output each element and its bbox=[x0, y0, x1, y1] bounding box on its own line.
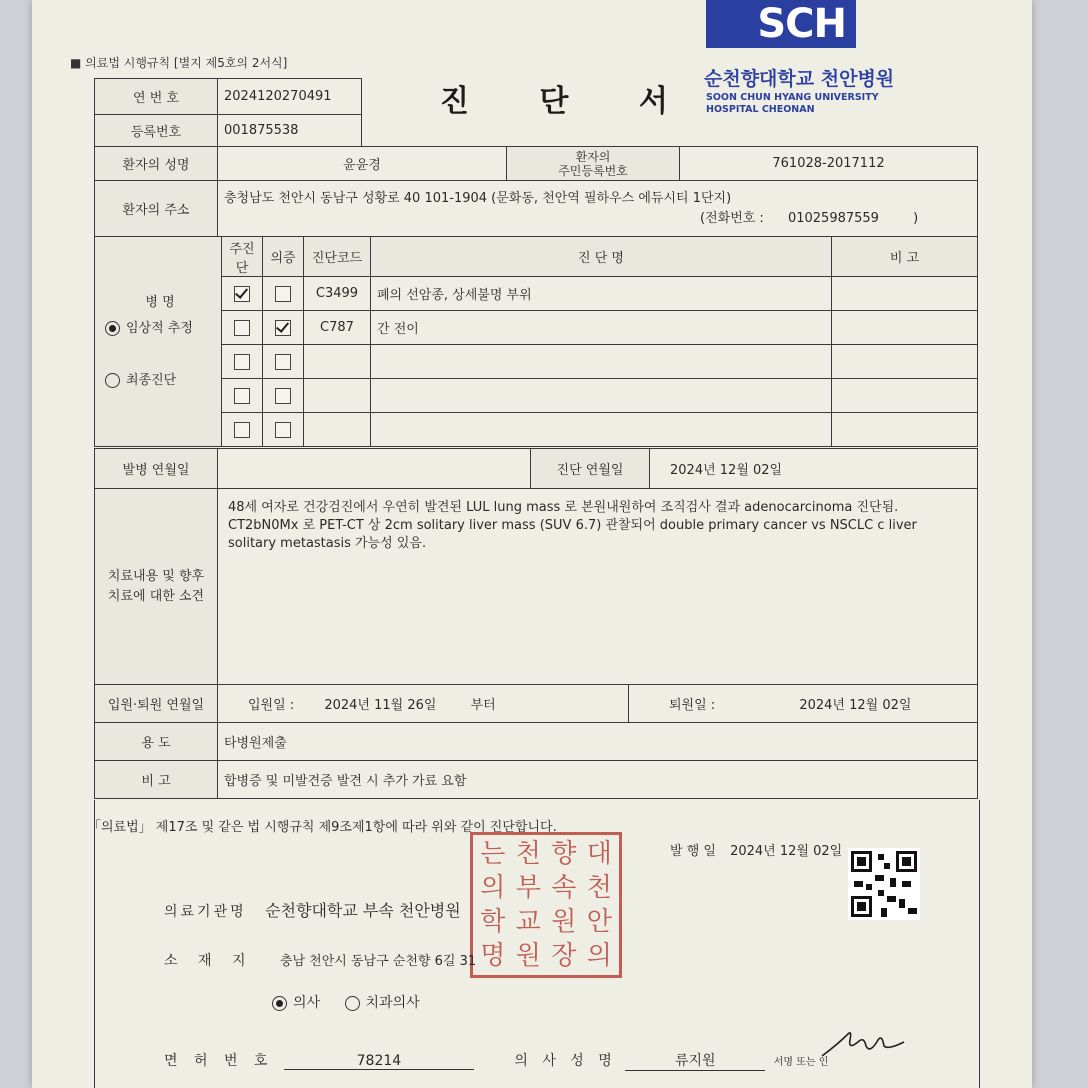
option-clinical[interactable] bbox=[105, 316, 215, 342]
purpose-label: 용 도 bbox=[95, 723, 218, 761]
option-doctor[interactable]: 의사 bbox=[272, 995, 320, 1011]
diagnosis-row bbox=[95, 345, 978, 379]
address-cell bbox=[218, 181, 978, 237]
discharge-cell bbox=[629, 685, 978, 723]
diagnosis-name: 폐의 선암종, 상세불명 부위 bbox=[371, 277, 832, 311]
serial-label: 연 번 호 bbox=[95, 79, 218, 115]
opinion-text: 48세 여자로 건강검진에서 우연히 발견된 LUL lung mass 로 본원내원하여 조직검사 결과 adenocarcinoma 진단됨. CT2bN0Mx 로 PET-CT 상 2cm solitary liver mass (SUV 6.7) 관찰되어 double primary cancer vs NSCLC c liver solitary metastasis 가능성 있음. bbox=[218, 489, 978, 685]
hospital-name-kr: 순천향대학교 천안병원 bbox=[704, 68, 895, 90]
suspect-checkbox[interactable] bbox=[275, 320, 291, 336]
diag-date-value: 2024년 12월 02일 bbox=[650, 449, 978, 489]
admission-table bbox=[94, 684, 978, 799]
discharge-value: 2024년 12월 02일 bbox=[799, 698, 912, 713]
hospital-name-en-line1: SOON CHUN HYANG UNIVERSITY bbox=[706, 92, 879, 103]
license-label: 면 허 번 호 bbox=[164, 1053, 274, 1069]
radio-dentist-icon[interactable] bbox=[345, 996, 360, 1011]
suspect-checkbox[interactable] bbox=[275, 422, 291, 438]
opinion-table bbox=[94, 488, 978, 685]
form-reference: ■ 의료법 시행규칙 [별지 제5호의 2서식] bbox=[70, 56, 288, 70]
option-dentist[interactable]: 치과의사 bbox=[345, 995, 420, 1011]
remarks-value: 합병증 및 미발견증 발견 시 추가 가료 요함 bbox=[218, 761, 978, 799]
diagnosis-code bbox=[304, 379, 371, 413]
diagnosis-code: C3499 bbox=[304, 277, 371, 311]
admit-label: 입원일 : bbox=[248, 698, 295, 713]
main-checkbox[interactable] bbox=[234, 422, 250, 438]
opinion-label bbox=[95, 489, 218, 685]
diagnosis-table bbox=[94, 236, 978, 447]
doctor-name-value: 류지원 bbox=[625, 1050, 765, 1071]
remarks-label: 비 고 bbox=[95, 761, 218, 799]
diagnosis-row bbox=[95, 413, 978, 447]
suspect-checkbox[interactable] bbox=[275, 388, 291, 404]
main-checkbox[interactable] bbox=[234, 320, 250, 336]
diagnosis-name bbox=[371, 345, 832, 379]
main-checkbox[interactable] bbox=[234, 286, 250, 302]
patient-table bbox=[94, 146, 978, 237]
diagnosis-row bbox=[95, 311, 978, 345]
option-clinical-label: 임상적 추정 bbox=[126, 320, 193, 336]
serial-value: 2024120270491 bbox=[218, 79, 362, 115]
hospital-name-en bbox=[706, 92, 879, 116]
option-final[interactable] bbox=[105, 368, 215, 394]
license-value: 78214 bbox=[284, 1053, 474, 1070]
license-row bbox=[164, 1050, 828, 1071]
phone-value: 01025987559 bbox=[787, 210, 879, 226]
opinion-label-line2: 치료에 대한 소견 bbox=[107, 588, 205, 604]
option-final-label: 최종진단 bbox=[126, 372, 177, 388]
address-label: 환자의 주소 bbox=[95, 181, 218, 237]
document-title: 진 단 서 bbox=[440, 84, 698, 119]
hospital-logo: SCH bbox=[706, 0, 856, 48]
phone-label: (전화번호 : bbox=[700, 210, 764, 226]
admit-value: 2024년 11월 26일 bbox=[324, 698, 437, 713]
diagnosis-note bbox=[832, 345, 978, 379]
col-code: 진단코드 bbox=[304, 237, 371, 277]
diagnosis-section bbox=[95, 237, 222, 447]
location-label: 소 재 지 bbox=[164, 953, 254, 969]
col-suspect: 의증 bbox=[263, 237, 304, 277]
issue-date bbox=[670, 840, 842, 859]
diag-date-label: 진단 연월일 bbox=[531, 449, 650, 489]
diagnosis-note bbox=[832, 277, 978, 311]
qr-code bbox=[848, 848, 920, 920]
hospital-seal: 는 천 향 대 의 부 속 천 학 교 원 안 명 원 장 의 bbox=[470, 832, 622, 978]
rrn-value: 761028-2017112 bbox=[680, 147, 978, 181]
location-row bbox=[164, 950, 476, 970]
diagnosis-row bbox=[95, 277, 978, 311]
onset-value bbox=[218, 449, 531, 489]
legal-text: 「의료법」 제17조 및 같은 법 시행규칙 제9조제1항에 따라 위와 같이 진단합니다. bbox=[88, 820, 557, 835]
institution-row bbox=[164, 898, 461, 921]
suspect-checkbox[interactable] bbox=[275, 286, 291, 302]
admit-from: 부터 bbox=[470, 698, 496, 713]
hospital-name-en-line2: HOSPITAL CHEONAN bbox=[706, 104, 815, 115]
details-table bbox=[94, 448, 978, 489]
id-table bbox=[94, 78, 362, 147]
diagnosis-row bbox=[95, 379, 978, 413]
location-value: 충남 천안시 동남구 순천향 6길 31 bbox=[279, 954, 477, 969]
radio-doctor-icon[interactable] bbox=[272, 996, 287, 1011]
patient-name-value: 윤윤경 bbox=[218, 147, 507, 181]
qr-code-icon bbox=[848, 848, 920, 920]
signature-icon bbox=[818, 1026, 908, 1060]
institution-value: 순천향대학교 부속 천안병원 bbox=[265, 901, 461, 920]
admit-cell bbox=[218, 685, 629, 723]
diagnosis-code bbox=[304, 413, 371, 447]
issue-value: 2024년 12월 02일 bbox=[730, 844, 843, 859]
diagnosis-section-label: 병 명 bbox=[145, 294, 175, 310]
diagnosis-code: C787 bbox=[304, 311, 371, 345]
diagnosis-note bbox=[832, 379, 978, 413]
diagnosis-name bbox=[371, 379, 832, 413]
diagnosis-name bbox=[371, 413, 832, 447]
onset-label: 발병 연월일 bbox=[95, 449, 218, 489]
doctor-name-label: 의 사 성 명 bbox=[514, 1053, 617, 1069]
patient-name-label: 환자의 성명 bbox=[95, 147, 218, 181]
issue-label: 발 행 일 bbox=[670, 844, 716, 859]
registration-label: 등록번호 bbox=[95, 115, 218, 147]
diagnosis-name: 간 전이 bbox=[371, 311, 832, 345]
diagnosis-note bbox=[832, 311, 978, 345]
rrn-label bbox=[507, 147, 680, 181]
institution-label: 의료기관명 bbox=[164, 904, 247, 920]
phone-close: ) bbox=[913, 210, 919, 226]
col-main: 주진단 bbox=[222, 237, 263, 277]
diagnosis-code bbox=[304, 345, 371, 379]
discharge-label: 퇴원일 : bbox=[669, 698, 716, 713]
rrn-label-line1: 환자의 bbox=[575, 149, 611, 164]
registration-value: 001875538 bbox=[218, 115, 362, 147]
main-checkbox[interactable] bbox=[234, 354, 250, 370]
sign-label: 서명 또는 인 bbox=[773, 1057, 829, 1068]
diagnosis-note bbox=[832, 413, 978, 447]
col-name: 진 단 명 bbox=[371, 237, 832, 277]
doctor-type-row bbox=[272, 992, 420, 1012]
opinion-label-line1: 치료내용 및 향후 bbox=[107, 568, 205, 584]
address-value: 충청남도 천안시 동남구 성황로 40 101-1904 (문화동, 천안역 필하우스 에듀시티 1단지) bbox=[224, 190, 732, 206]
admission-label: 입원·퇴원 연월일 bbox=[95, 685, 218, 723]
radio-clinical-icon[interactable] bbox=[105, 321, 120, 336]
rrn-label-line2: 주민등록번호 bbox=[558, 163, 628, 178]
main-checkbox[interactable] bbox=[234, 388, 250, 404]
phone-line bbox=[224, 209, 971, 229]
col-note: 비 고 bbox=[832, 237, 978, 277]
suspect-checkbox[interactable] bbox=[275, 354, 291, 370]
radio-final-icon[interactable] bbox=[105, 373, 120, 388]
purpose-value: 타병원제출 bbox=[218, 723, 978, 761]
